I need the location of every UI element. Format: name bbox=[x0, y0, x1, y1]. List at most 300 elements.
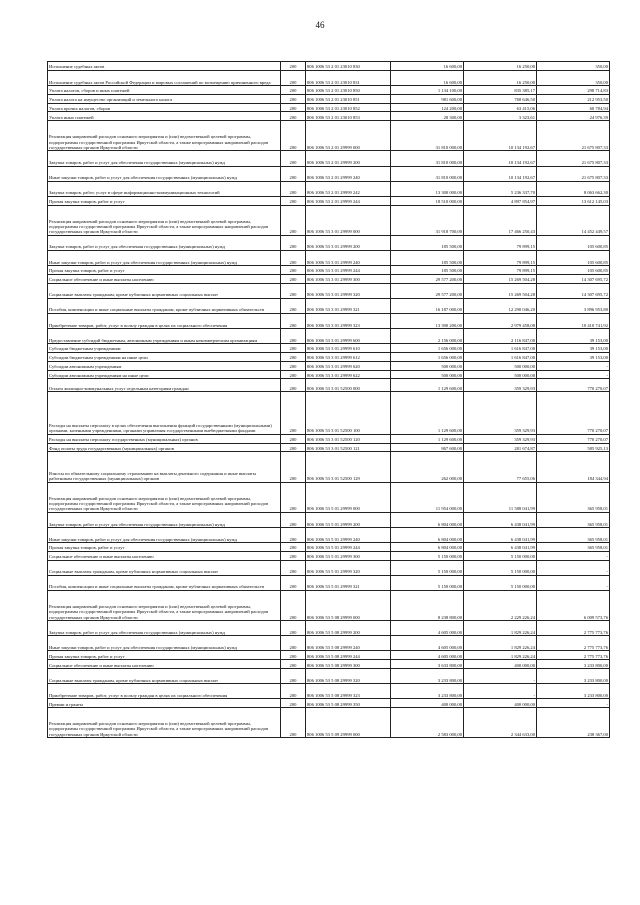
grbs-code: 200 bbox=[281, 668, 306, 683]
expense-name: Субсидии автономным учреждениям bbox=[48, 361, 281, 370]
approved-amount: 13 300 000,00 bbox=[391, 181, 464, 196]
grbs-code: 200 bbox=[281, 274, 306, 283]
executed-amount: 3 323,61 bbox=[464, 112, 537, 121]
grbs-code: 200 bbox=[281, 560, 306, 575]
grbs-code: 200 bbox=[281, 313, 306, 328]
executed-amount: 5 150 000,00 bbox=[464, 551, 537, 560]
grbs-code: 200 bbox=[281, 512, 306, 527]
budget-classification-code: 806 1006 53 3 01 52500 000 bbox=[306, 379, 391, 392]
remaining-amount: 105 600,85 bbox=[537, 235, 610, 250]
expense-name: Закупка товаров, работ, услуг в сфере информационно-коммуникационных технологий bbox=[48, 181, 281, 196]
remaining-amount: 2 775 773,76 bbox=[537, 621, 610, 636]
executed-amount: 79 899,15 bbox=[464, 266, 537, 275]
approved-amount: 31 810 000,00 bbox=[391, 166, 464, 181]
executed-amount: 17 466 250,43 bbox=[464, 205, 537, 235]
approved-amount: 16 187 000,00 bbox=[391, 298, 464, 313]
table-row bbox=[48, 70, 610, 85]
expense-name: Прочая закупка товаров, работ и услуг bbox=[48, 543, 281, 552]
grbs-code: 200 bbox=[281, 651, 306, 660]
table-row bbox=[48, 205, 610, 235]
grbs-code: 200 bbox=[281, 527, 306, 542]
remaining-amount: 2 775 773,76 bbox=[537, 636, 610, 651]
budget-classification-code: 806 1006 53 5 08 29999 300 bbox=[306, 660, 391, 669]
approved-amount: 1 656 000,00 bbox=[391, 344, 464, 353]
executed-amount: 400 000,00 bbox=[464, 699, 537, 708]
executed-amount: 63 415,06 bbox=[464, 103, 537, 112]
budget-classification-code: 806 1006 53 2 01 29999 244 bbox=[306, 196, 391, 205]
grbs-code: 200 bbox=[281, 112, 306, 121]
expense-name: Социальное обеспечение и иные выплаты населению bbox=[48, 660, 281, 669]
budget-classification-code: 806 1006 53 3 01 29999 244 bbox=[306, 266, 391, 275]
expense-name: Иные закупки товаров, работ и услуг для обеспечения государственных (муниципальных) нужд bbox=[48, 636, 281, 651]
expense-name: Реализация направлений расходов основного мероприятия и (или) ведомственной целевой программы, подпрограммы государственной программы Иркутской области, а также непрограммных направлений расходов государственных органов Иркутской области bbox=[48, 205, 281, 235]
grbs-code: 200 bbox=[281, 708, 306, 738]
approved-amount: 31 810 000,00 bbox=[391, 121, 464, 151]
expense-name: Иные закупки товаров, работ и услуг для обеспечения государственных (муниципальных) нужд bbox=[48, 166, 281, 181]
table-row bbox=[48, 636, 610, 651]
remaining-amount: - bbox=[537, 551, 610, 560]
grbs-code: 200 bbox=[281, 94, 306, 103]
table-row bbox=[48, 352, 610, 361]
approved-amount: 867 600,00 bbox=[391, 443, 464, 452]
approved-amount: 28 300,00 bbox=[391, 112, 464, 121]
budget-classification-code: 806 1006 53 3 01 52500 121 bbox=[306, 443, 391, 452]
approved-amount: 11 954 000,00 bbox=[391, 482, 464, 512]
remaining-amount: 212 953,50 bbox=[537, 94, 610, 103]
table-row bbox=[48, 361, 610, 370]
expense-name: Иные закупки товаров, работ и услуг для обеспечения государственных (муниципальных) нужд bbox=[48, 250, 281, 265]
budget-classification-code: 806 1006 53 2 01 23010 830 bbox=[306, 62, 391, 71]
budget-classification-code: 806 1006 53 2 01 23010 853 bbox=[306, 112, 391, 121]
grbs-code: 200 bbox=[281, 443, 306, 452]
approved-amount: 4 605 000,00 bbox=[391, 651, 464, 660]
table-row bbox=[48, 651, 610, 660]
executed-amount: - bbox=[464, 684, 537, 699]
remaining-amount: 184 344,94 bbox=[537, 452, 610, 482]
executed-amount: 10 134 192,67 bbox=[464, 121, 537, 151]
remaining-amount: 14 452 449,57 bbox=[537, 205, 610, 235]
budget-classification-code: 806 1006 53 3 01 29999 610 bbox=[306, 344, 391, 353]
budget-classification-code: 806 1006 53 5 01 29999 321 bbox=[306, 575, 391, 590]
table-row bbox=[48, 379, 610, 392]
grbs-code: 200 bbox=[281, 352, 306, 361]
table-row bbox=[48, 543, 610, 552]
grbs-code: 200 bbox=[281, 482, 306, 512]
executed-amount: - bbox=[464, 668, 537, 683]
budget-classification-code: 806 1006 53 3 01 29999 612 bbox=[306, 352, 391, 361]
budget-classification-code: 806 1006 53 5 01 29999 240 bbox=[306, 527, 391, 542]
grbs-code: 200 bbox=[281, 103, 306, 112]
executed-amount: 1 829 226,24 bbox=[464, 621, 537, 636]
expense-name: Прочая закупка товаров, работ и услуг bbox=[48, 266, 281, 275]
budget-classification-code: 806 1006 53 3 01 29999 600 bbox=[306, 328, 391, 343]
approved-amount: 16 600,00 bbox=[391, 62, 464, 71]
table-row bbox=[48, 235, 610, 250]
approved-amount: 1 129 600,00 bbox=[391, 434, 464, 443]
table-row bbox=[48, 527, 610, 542]
remaining-amount: 3 233 800,00 bbox=[537, 684, 610, 699]
budget-classification-code: 806 1006 53 2 01 29999 242 bbox=[306, 181, 391, 196]
grbs-code: 200 bbox=[281, 684, 306, 699]
remaining-amount: 105 600,85 bbox=[537, 266, 610, 275]
table-row bbox=[48, 181, 610, 196]
table-row bbox=[48, 274, 610, 283]
executed-amount: 10 134 192,67 bbox=[464, 166, 537, 181]
expense-name: Субсидии автономным учреждениям на иные цели bbox=[48, 370, 281, 379]
approved-amount: 3 233 800,00 bbox=[391, 668, 464, 683]
executed-amount: 4 897 854,97 bbox=[464, 196, 537, 205]
executed-amount: 11 588 041,99 bbox=[464, 482, 537, 512]
approved-amount: 6 804 000,00 bbox=[391, 543, 464, 552]
table-row bbox=[48, 313, 610, 328]
table-row bbox=[48, 560, 610, 575]
budget-classification-code: 806 1006 53 5 01 29999 244 bbox=[306, 543, 391, 552]
budget-classification-code: 806 1006 53 5 08 29999 200 bbox=[306, 621, 391, 636]
approved-amount: 981 600,00 bbox=[391, 94, 464, 103]
approved-amount: 2 156 000,00 bbox=[391, 328, 464, 343]
remaining-amount: 238 367,00 bbox=[537, 708, 610, 738]
grbs-code: 200 bbox=[281, 235, 306, 250]
executed-amount: 16 250,00 bbox=[464, 62, 537, 71]
budget-classification-code: 806 1006 53 5 08 29999 240 bbox=[306, 636, 391, 651]
remaining-amount: 24 976,39 bbox=[537, 112, 610, 121]
budget-classification-code: 806 1006 53 5 01 29999 000 bbox=[306, 482, 391, 512]
executed-amount: 77 655,06 bbox=[464, 452, 537, 482]
executed-amount: 281 674,87 bbox=[464, 443, 537, 452]
budget-classification-code: 806 1006 53 2 01 23010 851 bbox=[306, 94, 391, 103]
table-row bbox=[48, 85, 610, 94]
expense-name: Уплата прочих налогов, сборов bbox=[48, 103, 281, 112]
expense-name: Расходы на выплаты персоналу в целях обеспечения выполнения функций государственными (муниципальными) органами, казенными учреждениями, органами управления государственными внебюджетными фондами bbox=[48, 391, 281, 434]
budget-classification-code: 806 1006 53 3 01 52500 100 bbox=[306, 391, 391, 434]
table-row bbox=[48, 121, 610, 151]
grbs-code: 200 bbox=[281, 283, 306, 298]
table-row bbox=[48, 699, 610, 708]
approved-amount: 6 804 000,00 bbox=[391, 512, 464, 527]
table-row bbox=[48, 551, 610, 560]
grbs-code: 200 bbox=[281, 434, 306, 443]
expense-name: Реализация направлений расходов основного мероприятия и (или) ведомственной целевой программы, подпрограммы государственной программы Иркутской области, а также непрограммных направлений расходов государственных органов Иркутской области bbox=[48, 590, 281, 620]
executed-amount: 79 899,15 bbox=[464, 235, 537, 250]
expense-name: Реализация направлений расходов основного мероприятия и (или) ведомственной целевой программы, подпрограммы государственной программы Иркутской области, а также непрограммных направлений расходов государственных органов Иркутской области bbox=[48, 121, 281, 151]
approved-amount: 124 200,00 bbox=[391, 103, 464, 112]
budget-classification-code: 806 1006 53 2 01 29999 200 bbox=[306, 151, 391, 166]
grbs-code: 200 bbox=[281, 391, 306, 434]
table-row bbox=[48, 708, 610, 738]
remaining-amount: 21 675 807,33 bbox=[537, 121, 610, 151]
expense-name: Социальное обеспечение и иные выплаты населению bbox=[48, 274, 281, 283]
expense-name: Приобретение товаров, работ, услуг в пользу граждан в целях их социального обеспечения bbox=[48, 313, 281, 328]
executed-amount: 15 269 504,28 bbox=[464, 274, 537, 283]
remaining-amount: 3 233 800,00 bbox=[537, 660, 610, 669]
budget-classification-code: 806 1006 53 3 01 52500 120 bbox=[306, 434, 391, 443]
budget-classification-code: 806 1006 53 5 09 29999 000 bbox=[306, 708, 391, 738]
executed-amount: 10 134 192,67 bbox=[464, 151, 537, 166]
budget-classification-code: 806 1006 53 5 08 29999 000 bbox=[306, 590, 391, 620]
table-row bbox=[48, 62, 610, 71]
budget-classification-code: 806 1006 53 3 01 29999 320 bbox=[306, 283, 391, 298]
remaining-amount: 39 153,00 bbox=[537, 344, 610, 353]
approved-amount: 4 605 000,00 bbox=[391, 621, 464, 636]
remaining-amount: 39 153,00 bbox=[537, 328, 610, 343]
remaining-amount: 10 410 741,92 bbox=[537, 313, 610, 328]
approved-amount: 185 500,00 bbox=[391, 235, 464, 250]
executed-amount: 6 438 041,99 bbox=[464, 527, 537, 542]
budget-classification-code: 806 1006 53 2 01 23010 850 bbox=[306, 85, 391, 94]
approved-amount: 6 804 000,00 bbox=[391, 527, 464, 542]
expense-name: Премии и гранты bbox=[48, 699, 281, 708]
expense-name: Расходы на выплаты персоналу государственных (муниципальных) органов bbox=[48, 434, 281, 443]
budget-classification-code: 806 1006 53 2 01 23010 831 bbox=[306, 70, 391, 85]
budget-classification-code: 806 1006 53 5 01 29999 200 bbox=[306, 512, 391, 527]
grbs-code: 200 bbox=[281, 196, 306, 205]
expense-name: Закупка товаров, работ и услуг для обеспечения государственных (муниципальных) нужд bbox=[48, 151, 281, 166]
budget-classification-code: 806 1006 53 2 01 29999 240 bbox=[306, 166, 391, 181]
table-row bbox=[48, 668, 610, 683]
remaining-amount: 2 775 773,76 bbox=[537, 651, 610, 660]
remaining-amount: 585 925,13 bbox=[537, 443, 610, 452]
table-row bbox=[48, 452, 610, 482]
remaining-amount: 21 675 807,33 bbox=[537, 151, 610, 166]
remaining-amount: 365 958,01 bbox=[537, 512, 610, 527]
approved-amount: 400 000,00 bbox=[391, 699, 464, 708]
approved-amount: 1 134 100,00 bbox=[391, 85, 464, 94]
executed-amount: 2 979 458,08 bbox=[464, 313, 537, 328]
approved-amount: 185 500,00 bbox=[391, 266, 464, 275]
table-row bbox=[48, 370, 610, 379]
expense-name: Уплата иных платежей bbox=[48, 112, 281, 121]
executed-amount: 768 646,50 bbox=[464, 94, 537, 103]
grbs-code: 200 bbox=[281, 266, 306, 275]
executed-amount: 1 829 226,24 bbox=[464, 636, 537, 651]
executed-amount: 5 236 337,70 bbox=[464, 181, 537, 196]
budget-execution-table bbox=[47, 61, 610, 738]
approved-amount: 500 000,00 bbox=[391, 370, 464, 379]
expense-name: Пособия, компенсации и иные социальные выплаты гражданам, кроме публичных нормативных обязательств bbox=[48, 298, 281, 313]
grbs-code: 200 bbox=[281, 344, 306, 353]
expense-name: Уплата налога на имущество организаций и земельного налога bbox=[48, 94, 281, 103]
approved-amount: 29 577 200,00 bbox=[391, 274, 464, 283]
approved-amount: 1 129 600,00 bbox=[391, 391, 464, 434]
table-row bbox=[48, 512, 610, 527]
grbs-code: 200 bbox=[281, 85, 306, 94]
table-row bbox=[48, 434, 610, 443]
executed-amount: 6 438 041,99 bbox=[464, 543, 537, 552]
remaining-amount: 770 270,07 bbox=[537, 391, 610, 434]
grbs-code: 200 bbox=[281, 181, 306, 196]
table-row bbox=[48, 94, 610, 103]
executed-amount: 1 616 847,00 bbox=[464, 352, 537, 361]
budget-classification-code: 806 1006 53 3 01 29999 323 bbox=[306, 313, 391, 328]
budget-classification-code: 806 1006 53 5 01 29999 320 bbox=[306, 560, 391, 575]
grbs-code: 200 bbox=[281, 379, 306, 392]
expense-name: Взносы по обязательному социальному страхованию на выплаты денежного содержания и иные выплаты работникам государственных (муниципальных) органов bbox=[48, 452, 281, 482]
executed-amount: 2 116 847,00 bbox=[464, 328, 537, 343]
executed-amount: 15 269 504,28 bbox=[464, 283, 537, 298]
expense-name: Приобретение товаров, работ, услуг в пользу граждан в целях их социального обеспечения bbox=[48, 684, 281, 699]
remaining-amount: - bbox=[537, 370, 610, 379]
expense-name: Субсидии бюджетным учреждениям на иные цели bbox=[48, 352, 281, 361]
remaining-amount: 14 307 695,72 bbox=[537, 283, 610, 298]
expense-name: Исполнение судебных актов Российской Федерации и мировых соглашений по возмещению причиненного вреда bbox=[48, 70, 281, 85]
executed-amount: 1 616 847,00 bbox=[464, 344, 537, 353]
grbs-code: 200 bbox=[281, 205, 306, 235]
expense-name: Прочая закупка товаров, работ и услуг bbox=[48, 651, 281, 660]
expense-name: Закупка товаров, работ и услуг для обеспечения государственных (муниципальных) нужд bbox=[48, 235, 281, 250]
expense-name: Пособия, компенсации и иные социальные выплаты гражданам, кроме публичных нормативных обязательств bbox=[48, 575, 281, 590]
page-number: 46 bbox=[315, 20, 325, 30]
approved-amount: 16 600,00 bbox=[391, 70, 464, 85]
budget-classification-code: 806 1006 53 5 01 29999 300 bbox=[306, 551, 391, 560]
budget-classification-code: 806 1006 53 3 01 29999 200 bbox=[306, 235, 391, 250]
approved-amount: 1 656 000,00 bbox=[391, 352, 464, 361]
remaining-amount: - bbox=[537, 361, 610, 370]
approved-amount: 18 510 000,00 bbox=[391, 196, 464, 205]
table-row bbox=[48, 328, 610, 343]
remaining-amount: 21 675 807,33 bbox=[537, 166, 610, 181]
approved-amount: 29 577 200,00 bbox=[391, 283, 464, 298]
expense-name: Оплата жилищно-коммунальных услуг отдельным категориям граждан bbox=[48, 379, 281, 392]
budget-classification-code: 806 1006 53 5 08 29999 320 bbox=[306, 668, 391, 683]
table-row bbox=[48, 590, 610, 620]
budget-classification-code: 806 1006 53 5 08 29999 323 bbox=[306, 684, 391, 699]
remaining-amount: 365 958,01 bbox=[537, 543, 610, 552]
approved-amount: 31 918 700,00 bbox=[391, 205, 464, 235]
expense-name: Субсидии бюджетным учреждениям bbox=[48, 344, 281, 353]
budget-classification-code: 806 1006 53 3 01 29999 620 bbox=[306, 361, 391, 370]
remaining-amount: 39 153,00 bbox=[537, 352, 610, 361]
table-row bbox=[48, 575, 610, 590]
remaining-amount: 365 958,01 bbox=[537, 482, 610, 512]
remaining-amount: 60 784,94 bbox=[537, 103, 610, 112]
table-row bbox=[48, 684, 610, 699]
remaining-amount: 105 600,85 bbox=[537, 250, 610, 265]
budget-classification-code: 806 1006 53 3 01 29999 300 bbox=[306, 274, 391, 283]
executed-amount: 2 344 633,00 bbox=[464, 708, 537, 738]
grbs-code: 200 bbox=[281, 543, 306, 552]
executed-amount: 16 250,00 bbox=[464, 70, 537, 85]
remaining-amount: 3 896 953,80 bbox=[537, 298, 610, 313]
grbs-code: 200 bbox=[281, 699, 306, 708]
grbs-code: 200 bbox=[281, 452, 306, 482]
grbs-code: 200 bbox=[281, 660, 306, 669]
grbs-code: 200 bbox=[281, 361, 306, 370]
budget-classification-code: 806 1006 53 3 01 29999 000 bbox=[306, 205, 391, 235]
grbs-code: 200 bbox=[281, 328, 306, 343]
remaining-amount: 770 270,07 bbox=[537, 434, 610, 443]
table-row bbox=[48, 344, 610, 353]
remaining-amount: - bbox=[537, 560, 610, 575]
executed-amount: 500 000,00 bbox=[464, 370, 537, 379]
table-row bbox=[48, 391, 610, 434]
table-row bbox=[48, 482, 610, 512]
grbs-code: 200 bbox=[281, 250, 306, 265]
approved-amount: 3 633 800,00 bbox=[391, 660, 464, 669]
expense-name: Исполнение судебных актов bbox=[48, 62, 281, 71]
approved-amount: 31 810 000,00 bbox=[391, 151, 464, 166]
expense-name: Закупка товаров, работ и услуг для обеспечения государственных (муниципальных) нужд bbox=[48, 621, 281, 636]
grbs-code: 200 bbox=[281, 370, 306, 379]
grbs-code: 200 bbox=[281, 70, 306, 85]
grbs-code: 200 bbox=[281, 151, 306, 166]
approved-amount: 500 000,00 bbox=[391, 361, 464, 370]
approved-amount: 1 129 600,00 bbox=[391, 379, 464, 392]
grbs-code: 200 bbox=[281, 551, 306, 560]
table-row bbox=[48, 660, 610, 669]
remaining-amount: 350,00 bbox=[537, 70, 610, 85]
table-row bbox=[48, 298, 610, 313]
grbs-code: 200 bbox=[281, 636, 306, 651]
remaining-amount: 298 714,83 bbox=[537, 85, 610, 94]
remaining-amount: 13 612 145,03 bbox=[537, 196, 610, 205]
executed-amount: 359 329,93 bbox=[464, 379, 537, 392]
expense-name: Предоставление субсидий бюджетным, автономным учреждениям и иным некоммерческим организациям bbox=[48, 328, 281, 343]
table-row bbox=[48, 250, 610, 265]
remaining-amount: - bbox=[537, 699, 610, 708]
executed-amount: 835 385,17 bbox=[464, 85, 537, 94]
expense-name: Фонд оплаты труда государственных (муниципальных) органов bbox=[48, 443, 281, 452]
table-row bbox=[48, 443, 610, 452]
table-row bbox=[48, 283, 610, 298]
grbs-code: 200 bbox=[281, 590, 306, 620]
grbs-code: 200 bbox=[281, 575, 306, 590]
remaining-amount: 365 958,01 bbox=[537, 527, 610, 542]
budget-classification-code: 806 1006 53 5 08 29999 244 bbox=[306, 651, 391, 660]
budget-classification-code: 806 1006 53 3 01 29999 240 bbox=[306, 250, 391, 265]
approved-amount: 4 605 000,00 bbox=[391, 636, 464, 651]
executed-amount: 1 829 226,24 bbox=[464, 651, 537, 660]
expense-name: Социальные выплаты гражданам, кроме публичных нормативных социальных выплат bbox=[48, 560, 281, 575]
grbs-code: 200 bbox=[281, 166, 306, 181]
budget-classification-code: 806 1006 53 2 01 23010 852 bbox=[306, 103, 391, 112]
approved-amount: 5 150 000,00 bbox=[391, 560, 464, 575]
approved-amount: 5 150 000,00 bbox=[391, 551, 464, 560]
budget-classification-code: 806 1006 53 3 01 52500 129 bbox=[306, 452, 391, 482]
expense-name: Реализация направлений расходов основного мероприятия и (или) ведомственной целевой программы, подпрограммы государственной программы Иркутской области, а также непрограммных направлений расходов государственных органов Иркутской области bbox=[48, 708, 281, 738]
approved-amount: 8 238 800,00 bbox=[391, 590, 464, 620]
approved-amount: 185 500,00 bbox=[391, 250, 464, 265]
grbs-code: 200 bbox=[281, 121, 306, 151]
remaining-amount: 770 270,07 bbox=[537, 379, 610, 392]
table-row bbox=[48, 112, 610, 121]
remaining-amount: 3 233 800,00 bbox=[537, 668, 610, 683]
table-row bbox=[48, 103, 610, 112]
remaining-amount: 6 009 573,76 bbox=[537, 590, 610, 620]
grbs-code: 200 bbox=[281, 298, 306, 313]
table-row bbox=[48, 621, 610, 636]
approved-amount: 2 583 000,00 bbox=[391, 708, 464, 738]
executed-amount: 5 150 000,00 bbox=[464, 575, 537, 590]
remaining-amount: 8 063 662,30 bbox=[537, 181, 610, 196]
grbs-code: 200 bbox=[281, 621, 306, 636]
executed-amount: 359 329,93 bbox=[464, 391, 537, 434]
remaining-amount: 350,00 bbox=[537, 62, 610, 71]
budget-classification-code: 806 1006 53 3 01 29999 622 bbox=[306, 370, 391, 379]
approved-amount: 262 000,00 bbox=[391, 452, 464, 482]
expense-name: Социальное обеспечение и иные выплаты населению bbox=[48, 551, 281, 560]
expense-name: Прочая закупка товаров, работ и услуг bbox=[48, 196, 281, 205]
budget-classification-code: 806 1006 53 3 01 29999 321 bbox=[306, 298, 391, 313]
budget-classification-code: 806 1006 53 5 08 29999 350 bbox=[306, 699, 391, 708]
expense-name: Социальные выплаты гражданам, кроме публичных нормативных социальных выплат bbox=[48, 668, 281, 683]
expense-name: Уплата налогов, сборов и иных платежей bbox=[48, 85, 281, 94]
expense-name: Реализация направлений расходов основного мероприятия и (или) ведомственной целевой программы, подпрограммы государственной программы Иркутской области, а также непрограммных направлений расходов государственных органов Иркутской области bbox=[48, 482, 281, 512]
approved-amount: 3 233 800,00 bbox=[391, 684, 464, 699]
executed-amount: 500 000,00 bbox=[464, 361, 537, 370]
expense-name: Закупка товаров, работ и услуг для обеспечения государственных (муниципальных) нужд bbox=[48, 512, 281, 527]
table-row bbox=[48, 266, 610, 275]
approved-amount: 5 150 000,00 bbox=[391, 575, 464, 590]
